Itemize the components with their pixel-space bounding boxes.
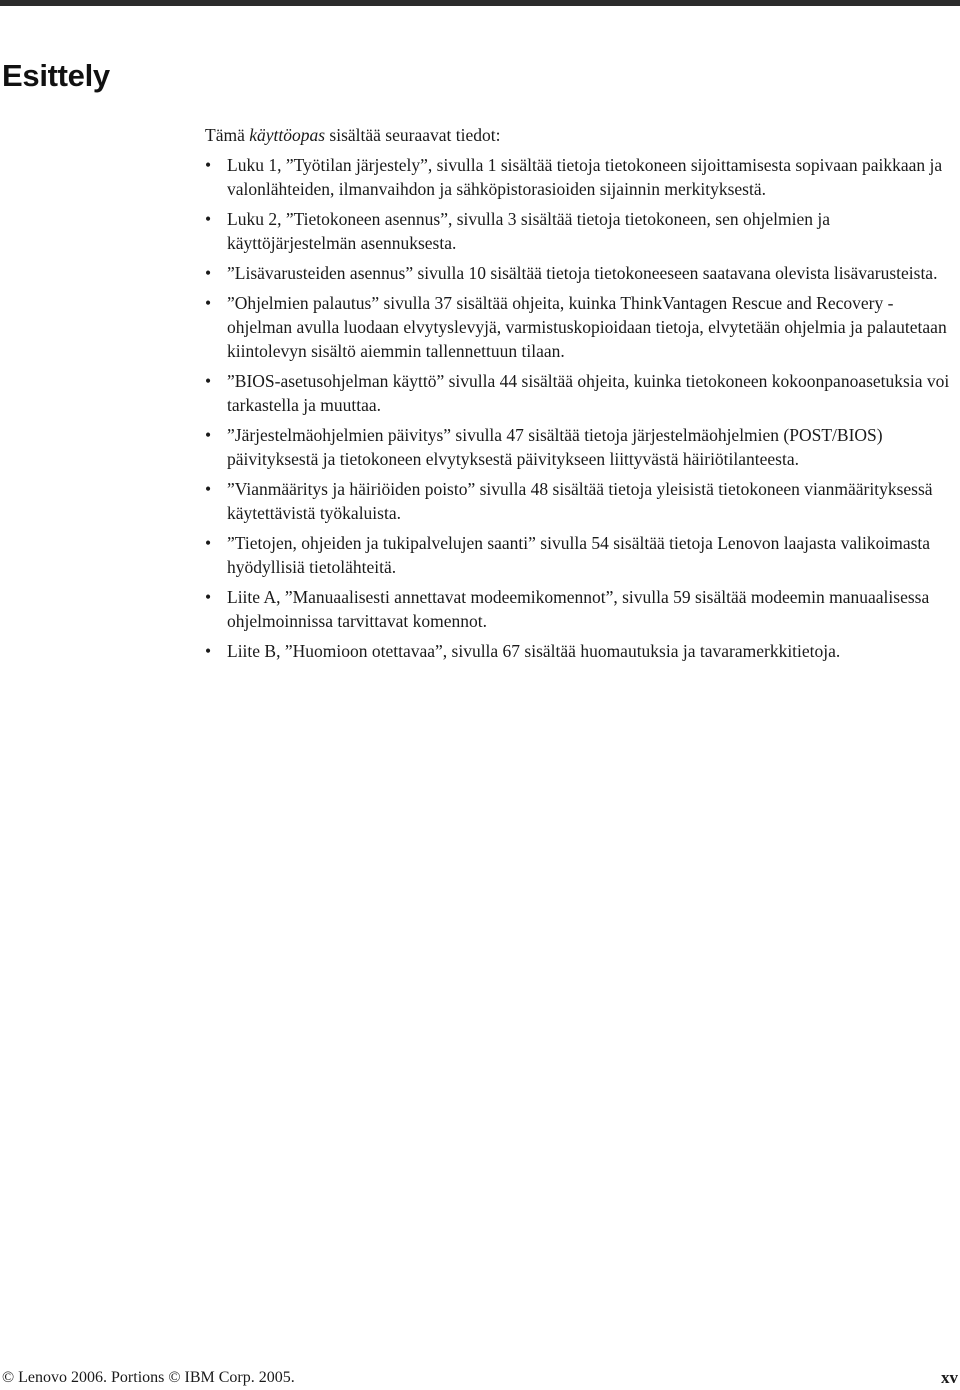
intro-suffix: sisältää seuraavat tiedot: bbox=[325, 125, 501, 145]
contents-list bbox=[205, 153, 957, 663]
bullet-icon: • bbox=[205, 587, 212, 607]
page-number: xv bbox=[941, 1368, 958, 1387]
bullet-icon: • bbox=[205, 533, 212, 553]
list-item bbox=[205, 207, 957, 255]
page-title: Esittely bbox=[2, 58, 110, 93]
bullet-icon: • bbox=[205, 209, 212, 229]
intro-emphasis: käyttöopas bbox=[249, 125, 326, 145]
top-rule bbox=[0, 0, 960, 6]
bullet-icon: • bbox=[205, 293, 212, 313]
intro-paragraph bbox=[205, 123, 957, 147]
list-item bbox=[205, 423, 957, 471]
bullet-icon: • bbox=[205, 155, 212, 175]
list-item-text: ”BIOS-asetusohjelman käyttö” sivulla 44 sisältää ohjeita, kuinka tietokoneen kokoonpanoasetuksia voi tarkastella ja muuttaa. bbox=[227, 371, 950, 415]
list-item-text: Liite A, ”Manuaalisesti annettavat modeemikomennot”, sivulla 59 sisältää modeemin manuaalisessa ohjelmoinnissa tarvittavat komennot. bbox=[227, 587, 930, 631]
copyright-notice: © Lenovo 2006. Portions © IBM Corp. 2005. bbox=[2, 1369, 295, 1386]
bullet-icon: • bbox=[205, 479, 212, 499]
list-item-text: ”Vianmääritys ja häiriöiden poisto” sivulla 48 sisältää tietoja yleisistä tietokoneen vianmäärityksessä käytettävistä työkaluista. bbox=[227, 479, 933, 523]
bullet-icon: • bbox=[205, 263, 212, 283]
bullet-icon: • bbox=[205, 641, 212, 661]
list-item-text: ”Tietojen, ohjeiden ja tukipalvelujen saanti” sivulla 54 sisältää tietoja Lenovon laajasta valikoimasta hyödyllisiä tietolähteitä. bbox=[227, 533, 931, 577]
main-content bbox=[205, 123, 957, 669]
list-item bbox=[205, 261, 957, 285]
list-item bbox=[205, 369, 957, 417]
list-item-text: ”Lisävarusteiden asennus” sivulla 10 sisältää tietoja tietokoneeseen saatavana olevista lisävarusteista. bbox=[227, 263, 938, 283]
list-item-text: Luku 1, ”Työtilan järjestely”, sivulla 1 sisältää tietoja tietokoneen sijoittamisesta sopivaan paikkaan ja valonlähteiden, ilmanvaihdon ja sähköpistorasioiden sijainnin merkityksestä. bbox=[227, 155, 943, 199]
list-item bbox=[205, 153, 957, 201]
bullet-icon: • bbox=[205, 425, 212, 445]
intro-prefix: Tämä bbox=[205, 125, 250, 145]
page-footer bbox=[0, 1366, 960, 1390]
list-item-text: Liite B, ”Huomioon otettavaa”, sivulla 67 sisältää huomautuksia ja tavaramerkkitietoja. bbox=[227, 641, 841, 661]
list-item-text: ”Ohjelmien palautus” sivulla 37 sisältää ohjeita, kuinka ThinkVantagen Rescue and Recovery -ohjelman avulla luodaan elvytyslevyjä, varmistuskopioidaan tietoja, elvytetään ohjelmia ja palautetaan kiintolevyn sisältö aiemmin tallennettuun tilaan. bbox=[227, 293, 947, 361]
list-item bbox=[205, 639, 957, 663]
list-item bbox=[205, 585, 957, 633]
list-item-text: Luku 2, ”Tietokoneen asennus”, sivulla 3 sisältää tietoja tietokoneen, sen ohjelmien ja käyttöjärjestelmän asennuksesta. bbox=[227, 209, 830, 253]
list-item bbox=[205, 291, 957, 363]
list-item bbox=[205, 477, 957, 525]
bullet-icon: • bbox=[205, 371, 212, 391]
list-item bbox=[205, 531, 957, 579]
list-item-text: ”Järjestelmäohjelmien päivitys” sivulla 47 sisältää tietoja järjestelmäohjelmien (POST/BIOS) päivityksestä ja tietokoneen elvytyksestä päivitykseen liittyvästä häiriötilanteesta. bbox=[227, 425, 883, 469]
